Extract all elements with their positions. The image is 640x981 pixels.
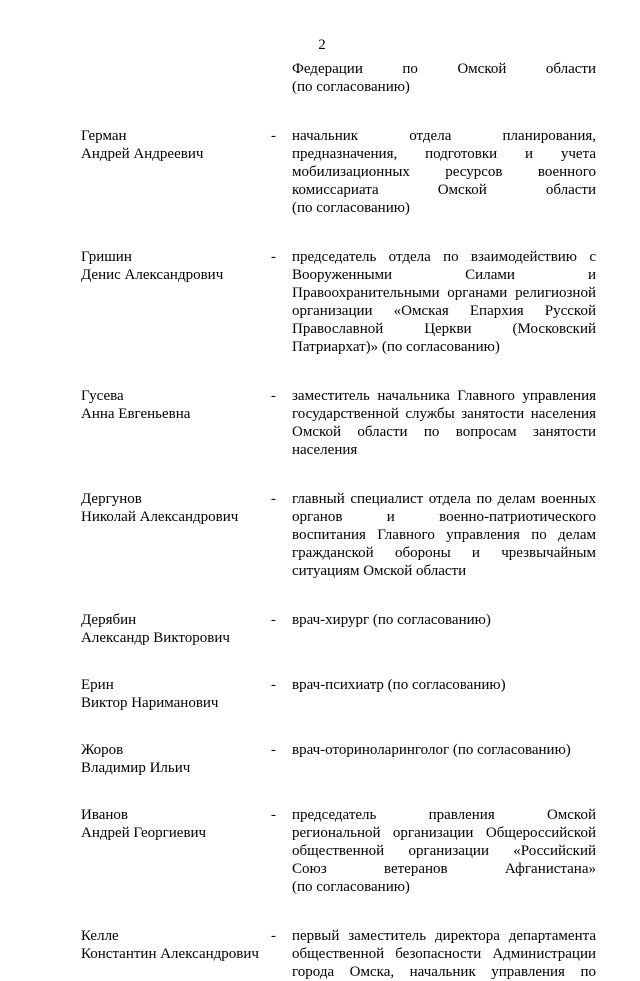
position-line: Союз ветеранов Афганистана»: [292, 861, 596, 877]
dash-separator: -: [271, 807, 276, 823]
continuation-line: (по согласованию): [292, 79, 410, 95]
dash-separator: -: [271, 677, 276, 693]
member-entry: [81, 676, 596, 712]
member-surname: Гусева: [81, 388, 124, 404]
member-given-names: Николай Александрович: [81, 509, 239, 525]
member-name: [81, 676, 271, 712]
member-position: [292, 927, 596, 981]
member-entry: [81, 387, 596, 459]
position-line: общественной безопасности Администрации: [292, 946, 596, 962]
position-line: главный специалист отдела по делам военных: [292, 491, 596, 507]
member-given-names: Андрей Андреевич: [81, 146, 204, 162]
dash-separator: -: [271, 388, 276, 404]
member-given-names: Андрей Георгиевич: [81, 825, 207, 841]
position-line: врач-психиатр (по согласованию): [292, 677, 506, 693]
position-line: Патриархат)» (по согласованию): [292, 339, 500, 355]
position-line: предназначения, подготовки и учета: [292, 146, 596, 162]
member-surname: Келле: [81, 928, 119, 944]
member-name: [81, 611, 271, 647]
position-line: заместитель начальника Главного управления: [292, 388, 596, 404]
continuation-line: Федерации по Омской области: [292, 61, 596, 77]
member-name: [81, 741, 271, 777]
member-surname: Жоров: [81, 742, 124, 758]
position-line: воспитания Главного управления по делам: [292, 527, 596, 543]
position-line: врач-оториноларинголог (по согласованию): [292, 742, 571, 758]
position-line: первый заместитель директора департамента: [292, 928, 596, 944]
member-name: [81, 387, 271, 423]
dash-separator: -: [271, 928, 276, 944]
member-given-names: Денис Александрович: [81, 267, 224, 283]
member-entry: [81, 927, 596, 981]
member-name: [81, 806, 271, 842]
member-entry: [81, 806, 596, 896]
member-name: [81, 248, 271, 284]
position-line: мобилизационных ресурсов военного: [292, 164, 596, 180]
position-line: председатель отдела по взаимодействию с: [292, 249, 596, 265]
dash-separator: -: [271, 742, 276, 758]
member-surname: Дергунов: [81, 491, 142, 507]
member-given-names: Виктор Нариманович: [81, 695, 219, 711]
member-name: [81, 127, 271, 163]
member-position: [292, 676, 596, 694]
member-entry: [81, 741, 596, 777]
member-surname: Иванов: [81, 807, 128, 823]
member-surname: Дерябин: [81, 612, 137, 628]
member-entry: [81, 127, 596, 217]
member-position: [292, 490, 596, 580]
member-position: [292, 741, 596, 759]
position-line: Вооруженными Силами и: [292, 267, 596, 283]
member-given-names: Владимир Ильич: [81, 760, 191, 776]
position-line: города Омска, начальник управления по: [292, 964, 596, 980]
member-entry: [81, 611, 596, 647]
member-given-names: Александр Викторович: [81, 630, 230, 646]
dash-separator: -: [271, 612, 276, 628]
position-line: органов и военно-патриотического: [292, 509, 596, 525]
position-line: Правоохранительными органами религиозной: [292, 285, 596, 301]
member-entry: [81, 490, 596, 580]
position-line: (по согласованию): [292, 879, 410, 895]
dash-separator: -: [271, 491, 276, 507]
position-line: ситуациям Омской области: [292, 563, 467, 579]
member-position: [292, 127, 596, 217]
member-position: [292, 611, 596, 629]
member-surname: Ерин: [81, 677, 114, 693]
member-position: [292, 248, 596, 356]
dash-separator: -: [271, 128, 276, 144]
member-position: [292, 387, 596, 459]
page-number: 2: [318, 37, 326, 53]
position-line: (по согласованию): [292, 200, 410, 216]
dash-separator: -: [271, 249, 276, 265]
position-line: председатель правления Омской: [292, 807, 596, 823]
member-name: [81, 490, 271, 526]
member-given-names: Анна Евгеньевна: [81, 406, 191, 422]
member-name: [81, 927, 271, 963]
position-line: врач-хирург (по согласованию): [292, 612, 491, 628]
position-line: Омской области по вопросам занятости: [292, 424, 596, 440]
position-line: населения: [292, 442, 358, 458]
position-line: гражданской обороны и чрезвычайным: [292, 545, 596, 561]
member-position: [292, 806, 596, 896]
member-list: [81, 127, 596, 981]
continuation-text: [292, 60, 596, 96]
position-line: общественной организации «Российский: [292, 843, 596, 859]
position-line: комиссариата Омской области: [292, 182, 596, 198]
position-line: организации «Омская Епархия Русской: [292, 303, 596, 319]
position-line: Православной Церкви (Московский: [292, 321, 596, 337]
member-surname: Герман: [81, 128, 127, 144]
position-line: региональной организации Общероссийской: [292, 825, 596, 841]
position-line: государственной службы занятости населения: [292, 406, 596, 422]
member-entry: [81, 248, 596, 356]
member-surname: Гришин: [81, 249, 132, 265]
position-line: начальник отдела планирования,: [292, 128, 596, 144]
member-given-names: Константин Александрович: [81, 946, 259, 962]
